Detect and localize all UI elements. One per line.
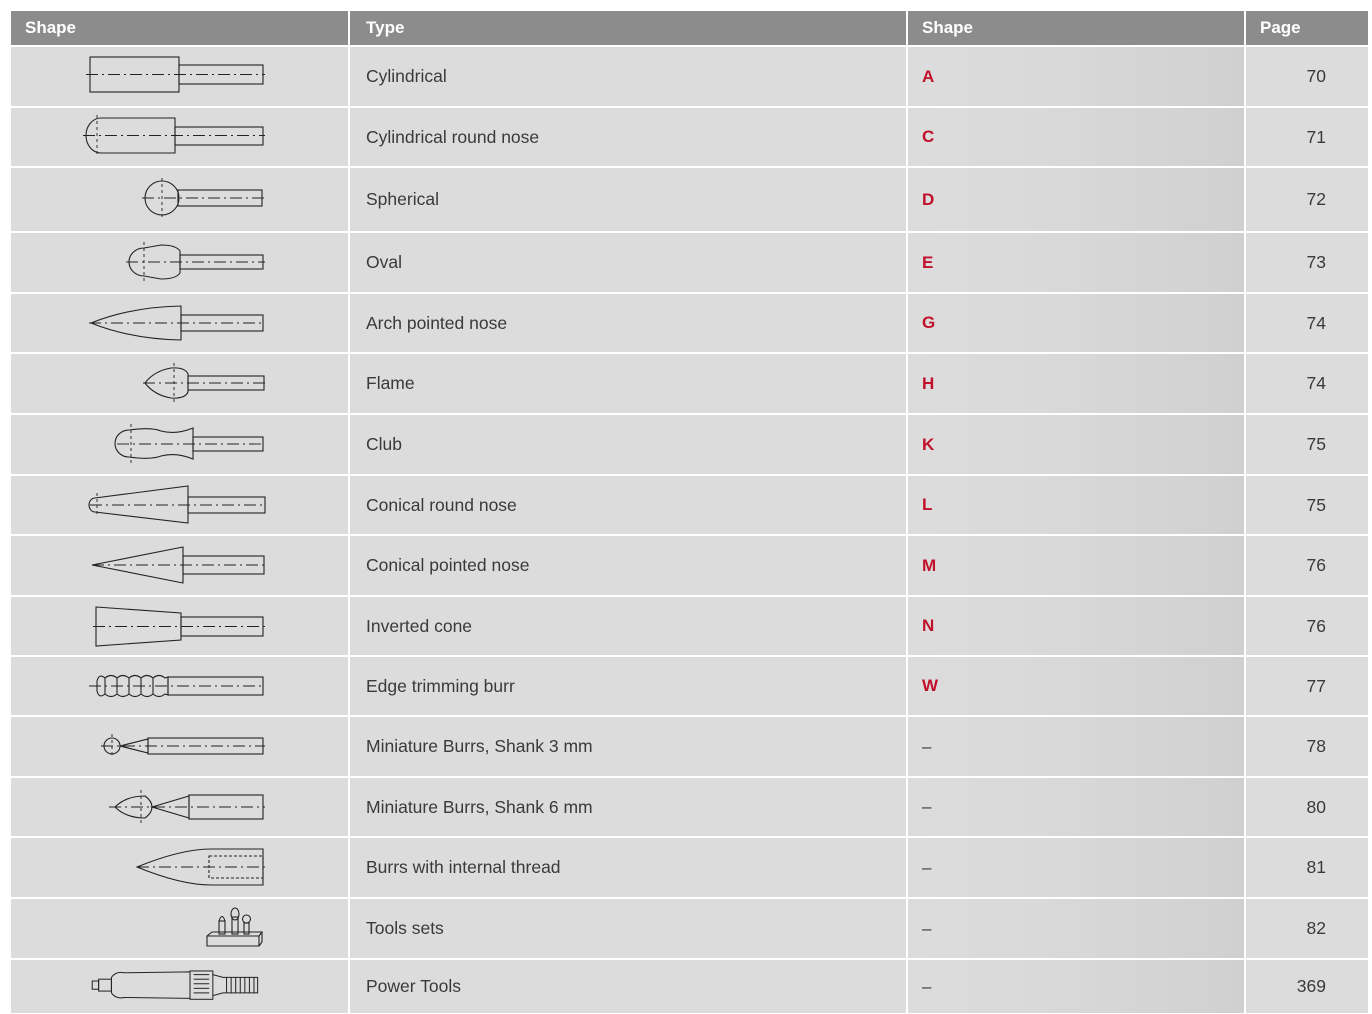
burr-type: Inverted cone [348, 597, 906, 655]
table-row [11, 231, 1372, 292]
header-shape-drawing: Shape [11, 11, 348, 45]
burr-type: Miniature Burrs, Shank 6 mm [348, 778, 906, 836]
header-page: Page [1244, 11, 1368, 45]
power-tool-icon [11, 960, 348, 1013]
table-row [11, 534, 1372, 595]
table-row [11, 166, 1372, 231]
page-number: 76 [1244, 597, 1368, 655]
burr-type: Spherical [348, 168, 906, 231]
shape-code: N [922, 616, 935, 635]
burr-type: Edge trimming burr [348, 657, 906, 715]
shape-drawing-cell [11, 597, 348, 655]
cylindrical-burr-icon [11, 47, 348, 106]
table-row [11, 45, 1372, 106]
table-row [11, 106, 1372, 166]
shape-drawing-cell [11, 415, 348, 474]
page-number: 71 [1244, 108, 1368, 166]
page-number: 73 [1244, 233, 1368, 292]
shape-code-cell [906, 657, 1244, 715]
shape-code-cell [906, 597, 1244, 655]
shape-code: K [922, 434, 935, 454]
shape-code-cell [906, 294, 1244, 352]
shape-code: H [922, 373, 935, 393]
shape-code: G [922, 313, 936, 332]
table-row [11, 897, 1372, 958]
shape-code: – [922, 976, 932, 996]
cylindrical-round-nose-burr-icon [11, 108, 348, 166]
page-number: 75 [1244, 415, 1368, 474]
shape-code-cell [906, 168, 1244, 231]
shape-drawing-cell [11, 354, 348, 413]
shape-drawing-cell [11, 960, 348, 1013]
shape-code: C [922, 127, 935, 146]
page-number: 82 [1244, 899, 1368, 958]
burr-type: Arch pointed nose [348, 294, 906, 352]
page-number: 74 [1244, 354, 1368, 413]
table-row [11, 595, 1372, 655]
shape-drawing-cell [11, 899, 348, 958]
spherical-burr-icon [11, 168, 348, 231]
page-number: 81 [1244, 838, 1368, 897]
arch-pointed-nose-burr-icon [11, 294, 348, 352]
burr-type: Conical pointed nose [348, 536, 906, 595]
page-number: 80 [1244, 778, 1368, 836]
conical-round-nose-burr-icon [11, 476, 348, 534]
shape-code: – [922, 797, 932, 816]
burr-type: Miniature Burrs, Shank 3 mm [348, 717, 906, 776]
shape-drawing-cell [11, 108, 348, 166]
shape-code-cell [906, 778, 1244, 836]
flame-burr-icon [11, 354, 348, 413]
burr-type: Flame [348, 354, 906, 413]
edge-trimming-burr-icon [11, 657, 348, 715]
conical-pointed-nose-burr-icon [11, 536, 348, 595]
page-number: 75 [1244, 476, 1368, 534]
shape-code: E [922, 252, 934, 272]
shape-code: W [922, 676, 939, 695]
burr-type: Burrs with internal thread [348, 838, 906, 897]
shape-drawing-cell [11, 838, 348, 897]
shape-drawing-cell [11, 536, 348, 595]
shape-drawing-cell [11, 294, 348, 352]
table-row [11, 474, 1372, 534]
table-row [11, 776, 1372, 836]
shape-code-cell [906, 899, 1244, 958]
shape-code-cell [906, 476, 1244, 534]
shape-code: M [922, 555, 937, 575]
shape-code-cell [906, 47, 1244, 106]
burr-shape-table [11, 11, 1372, 1013]
shape-drawing-cell [11, 47, 348, 106]
shape-code-cell [906, 838, 1244, 897]
club-burr-icon [11, 415, 348, 474]
burr-type: Cylindrical round nose [348, 108, 906, 166]
shape-code: A [922, 66, 935, 86]
shape-code: D [922, 189, 935, 209]
shape-code-cell [906, 717, 1244, 776]
shape-code: – [922, 918, 932, 938]
table-row [11, 836, 1372, 897]
burr-type: Oval [348, 233, 906, 292]
header-shape-code: Shape [906, 11, 1244, 45]
miniature-burr-6mm-icon [11, 778, 348, 836]
internal-thread-burr-icon [11, 838, 348, 897]
table-row [11, 655, 1372, 715]
shape-code: L [922, 495, 933, 514]
page-number: 369 [1244, 960, 1368, 1013]
tool-set-icon [11, 899, 348, 958]
inverted-cone-burr-icon [11, 597, 348, 655]
table-row [11, 413, 1372, 474]
shape-code-cell [906, 536, 1244, 595]
shape-code-cell [906, 108, 1244, 166]
shape-code: – [922, 736, 932, 756]
miniature-burr-3mm-icon [11, 717, 348, 776]
page-number: 78 [1244, 717, 1368, 776]
table-row [11, 352, 1372, 413]
oval-burr-icon [11, 233, 348, 292]
shape-code-cell [906, 960, 1244, 1013]
shape-code-cell [906, 415, 1244, 474]
page-number: 76 [1244, 536, 1368, 595]
shape-drawing-cell [11, 233, 348, 292]
table-header [11, 11, 1372, 45]
burr-type: Club [348, 415, 906, 474]
header-type: Type [348, 11, 906, 45]
page-number: 74 [1244, 294, 1368, 352]
table-row [11, 715, 1372, 776]
shape-code: – [922, 857, 932, 877]
burr-type: Power Tools [348, 960, 906, 1013]
table-row [11, 292, 1372, 352]
shape-drawing-cell [11, 657, 348, 715]
burr-type: Tools sets [348, 899, 906, 958]
page-number: 72 [1244, 168, 1368, 231]
shape-drawing-cell [11, 476, 348, 534]
page-number: 70 [1244, 47, 1368, 106]
shape-drawing-cell [11, 168, 348, 231]
shape-drawing-cell [11, 778, 348, 836]
table-row [11, 958, 1372, 1013]
page-number: 77 [1244, 657, 1368, 715]
shape-drawing-cell [11, 717, 348, 776]
shape-code-cell [906, 233, 1244, 292]
burr-type: Conical round nose [348, 476, 906, 534]
shape-code-cell [906, 354, 1244, 413]
burr-type: Cylindrical [348, 47, 906, 106]
